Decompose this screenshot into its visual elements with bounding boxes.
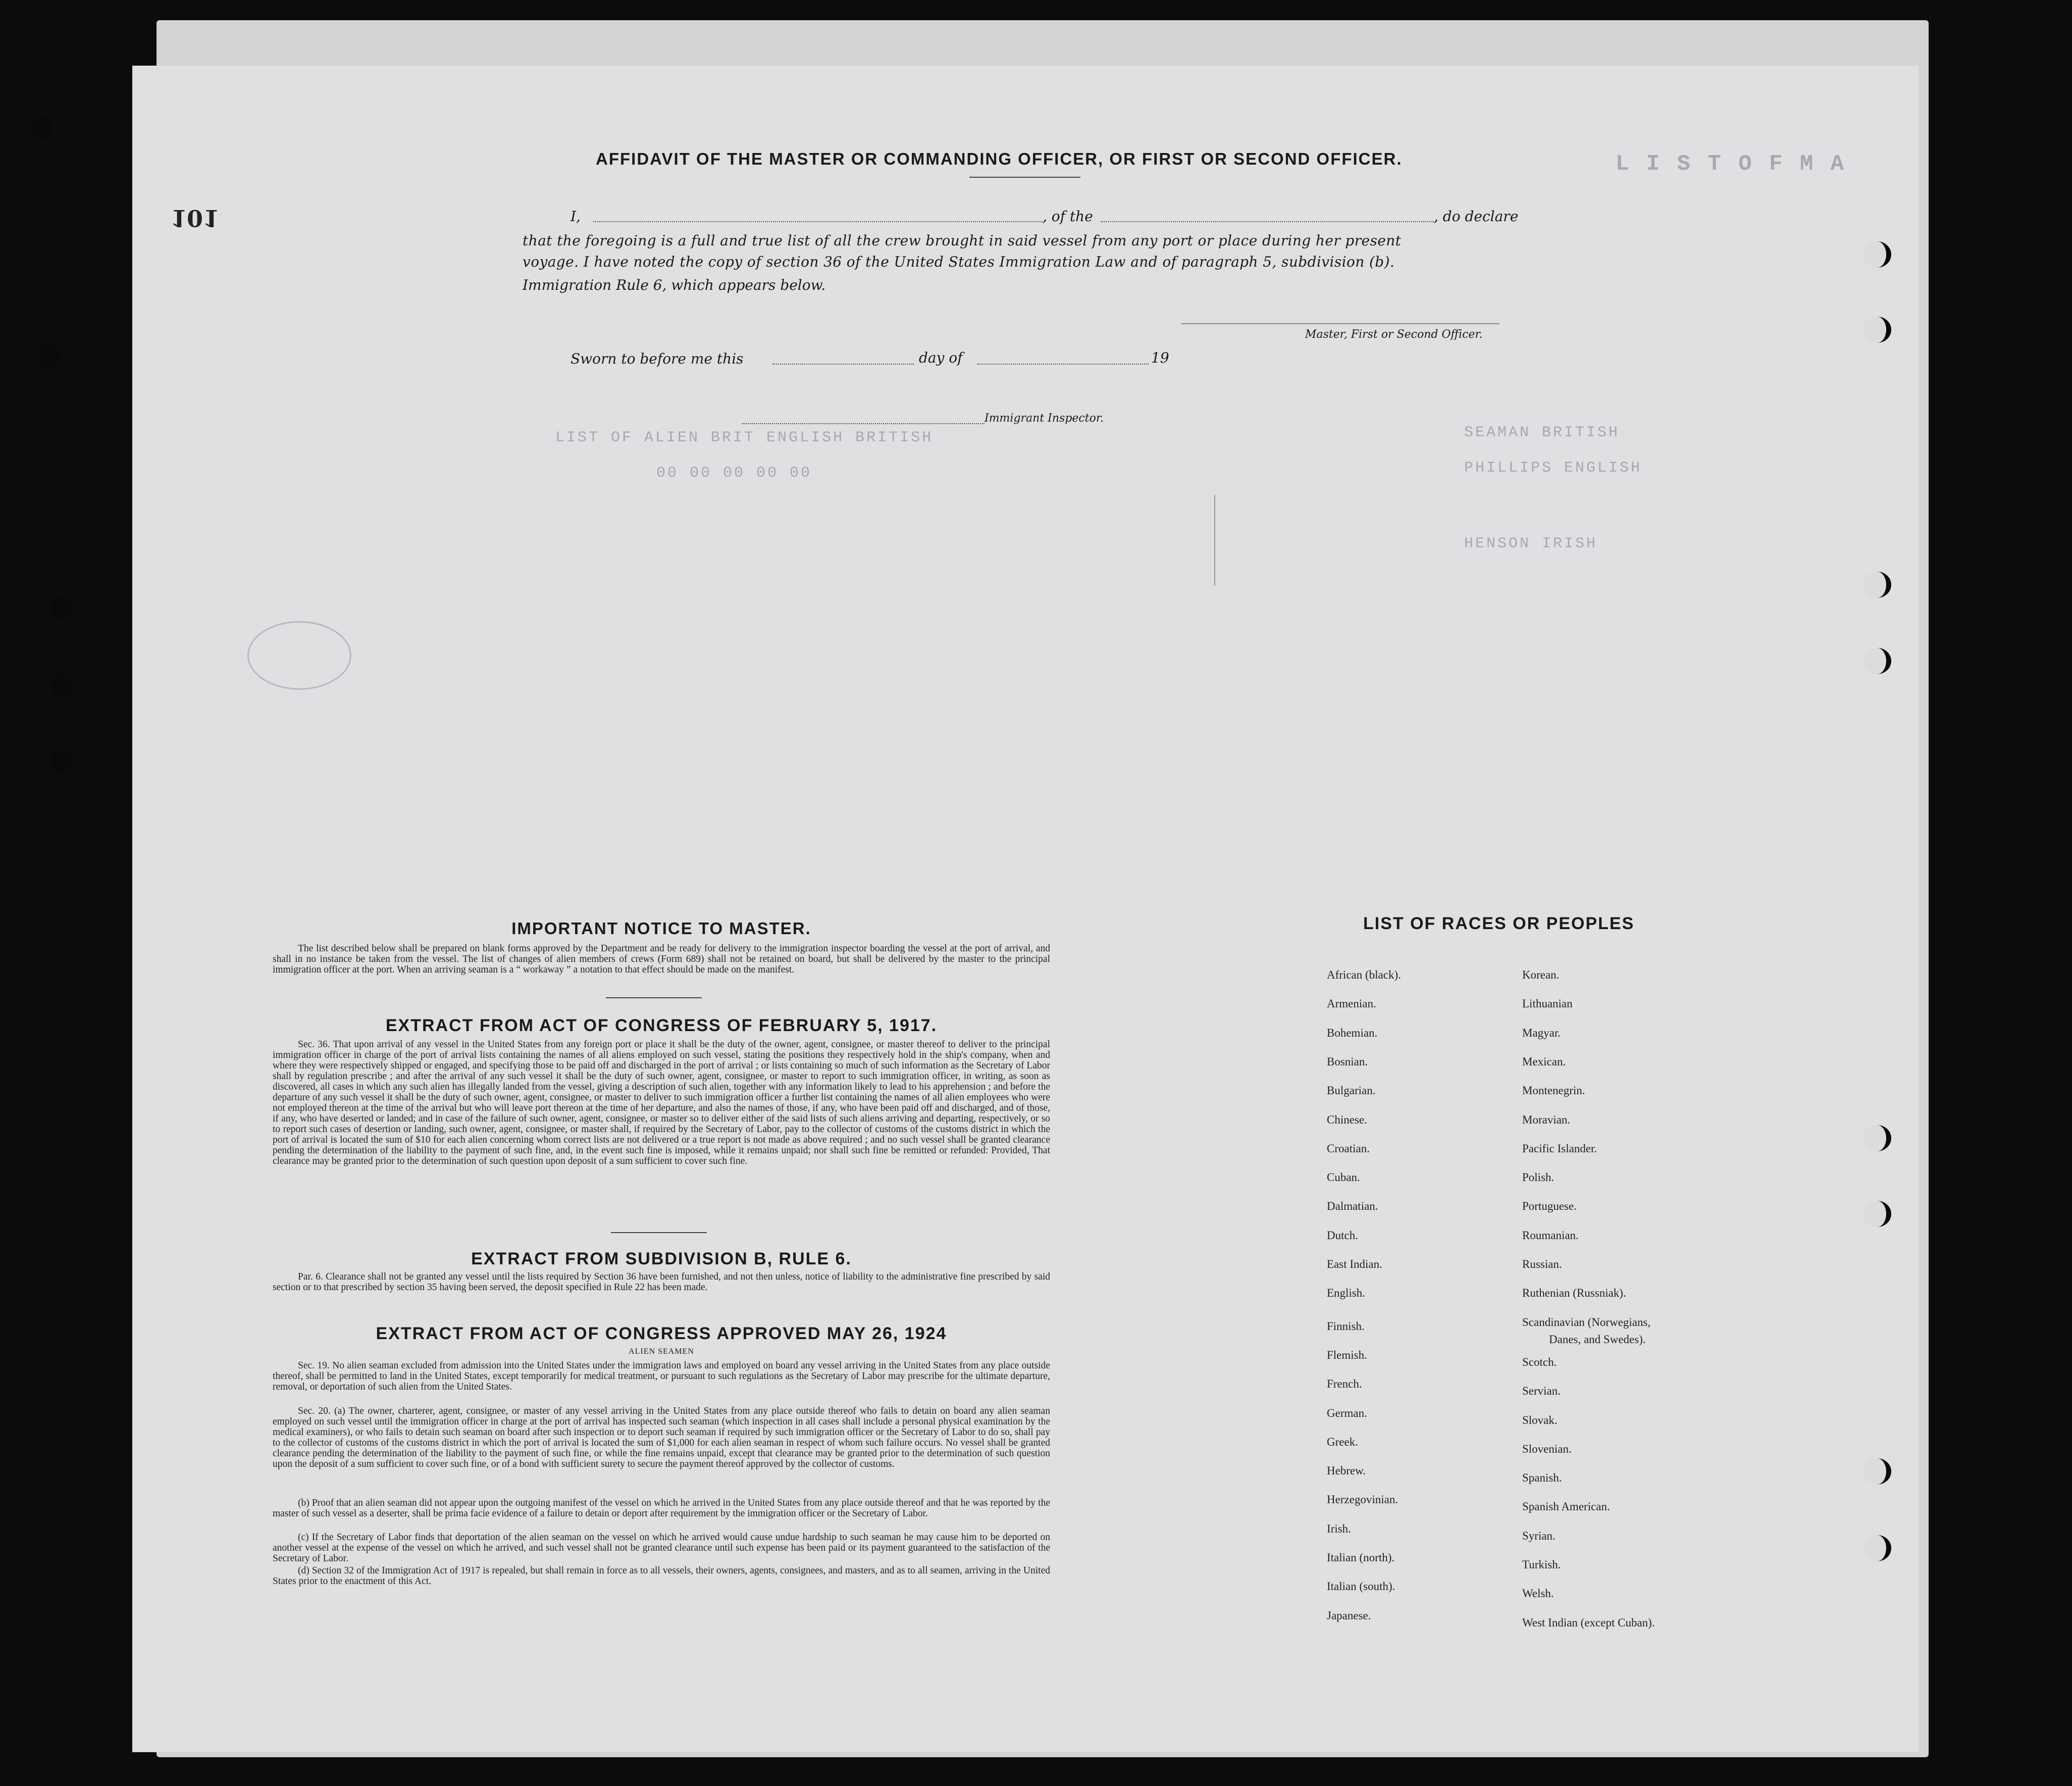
binder-hole xyxy=(50,750,72,773)
day-of-text: day of xyxy=(919,349,963,366)
bleed-through-text: SEAMAN BRITISH xyxy=(1464,424,1620,441)
race-item: African (black). xyxy=(1327,968,1401,981)
binder-hole xyxy=(1863,572,1891,598)
extract-1917-text: Sec. 36. That upon arrival of any vessel in the United States from any foreign port or place it shall be the duty of the owner, agent, consignee, or master thereof to deliver to the principal immigration officer in charge of the port of arrival lists containing the names of all aliens employed on such vessel, stating the positions they respectively hold in the ship's company, when and where they were respectively shipped or engaged, and specifying those to be paid off and discharged in the port of arrival ; or lists containing so much of such information as the Secretary of Labor shall by regulation prescribe ; and after the arrival of any such vessel it shall be the duty of such owner, agent, consignee, or master to report to such immigration officer, in writing, as soon as discovered, all cases in which any such alien has illegally landed from the vessel, giving a description of such alien, together with any information likely to lead to his apprehension ; and before the departure of any such vessel it shall be the duty of such owner, agent, consignee, or master to deliver to such immigration officer a further list containing the names of all alien employees who were not employed thereon at the time of the arrival but who will leave port thereon at the time of her departure, and also the names of those, if any, who have been paid off and discharged, and of those, if any, who have deserted or landed; and in case of the failure of such owner, agent, consignee, or master so to deliver either of the said lists of such aliens arriving and departing, respectively, or so to report such cases of desertion or landing, such owner, agent, consignee, or master shall, if required by the Secretary of Labor, pay to the collector of customs of the customs district in which the port of arrival is located the sum of $10 for each alien concerning whom correct lists are not delivered or a true report is not made as above required ; and no such vessel shall be granted clearance pending the determination of the liability to the payment of such fine, and, in the event such fine is imposed, while it remains unpaid; nor shall such fine be remitted or refunded: Provided, That clearance may be granted prior to the determination of such question upon deposit of a sum sufficient to cover such fine. xyxy=(273,1039,1050,1166)
race-item: Portuguese. xyxy=(1522,1200,1577,1212)
race-item: Servian. xyxy=(1522,1385,1561,1397)
faded-stamp xyxy=(247,621,351,690)
race-item: Scandinavian (Norwegians, xyxy=(1522,1316,1651,1329)
bleed-through-text: LIST OF ALIEN BRIT ENGLISH BRITISH xyxy=(555,429,934,446)
race-item: Korean. xyxy=(1522,968,1560,981)
race-item: Dutch. xyxy=(1327,1229,1358,1242)
race-item: Slovak. xyxy=(1522,1414,1558,1426)
binder-hole xyxy=(1863,1125,1891,1151)
divider xyxy=(611,1232,707,1233)
extract-1917-title: EXTRACT FROM ACT OF CONGRESS OF FEBRUARY 5, 1917. xyxy=(385,1016,938,1035)
race-item: Turkish. xyxy=(1522,1558,1561,1571)
race-item: Magyar. xyxy=(1522,1027,1561,1039)
race-item: Dalmatian. xyxy=(1327,1200,1378,1212)
race-item: Spanish American. xyxy=(1522,1500,1610,1513)
page-number: 101 xyxy=(171,205,220,232)
bleed-through-text: L I S T O F M A xyxy=(1616,151,1846,177)
race-item-continued: Danes, and Swedes). xyxy=(1549,1333,1646,1346)
races-title: LIST OF RACES OR PEOPLES xyxy=(1363,914,1635,933)
race-item: Montenegrin. xyxy=(1522,1084,1585,1097)
binder-hole xyxy=(1863,1535,1891,1561)
bleed-through-text: 00 00 00 00 00 xyxy=(656,465,812,482)
race-item: Russian. xyxy=(1522,1258,1562,1270)
race-item: Armenian. xyxy=(1327,997,1376,1010)
race-item: Italian (north). xyxy=(1327,1551,1395,1564)
race-item: Bohemian. xyxy=(1327,1027,1378,1039)
affidavit-of-the: , of the xyxy=(1043,208,1093,225)
race-item: Scotch. xyxy=(1522,1356,1557,1368)
extract-1924-sec19: Sec. 19. No alien seaman excluded from admission into the United States under the immigration laws and employed on board any vessel arriving in the United States from any place outside thereof, shall be permitted to land in the United States, except temporarily for medical treatment, or pursuant to such regulations as the Secretary of Labor may prescribe for the ultimate departure, removal, or deportation of such alien from the United States. xyxy=(273,1360,1050,1392)
extract-rule6-text: Par. 6. Clearance shall not be granted any vessel until the lists required by Section 36 have been furnished, and not then unless, notice of liability to the administrative fine prescribed by said section or to that prescribed by section 35 having been served, the deposit specified in Rule 22 has been made. xyxy=(273,1271,1050,1293)
binder-hole xyxy=(31,116,53,139)
affidavit-text-line: that the foregoing is a full and true list of all the crew brought in said vessel from any port or place during her present xyxy=(523,232,1402,249)
affidavit-text-line: voyage. I have noted the copy of section 36 of the United States Immigration Law and of paragraph 5, subdivision (b). xyxy=(523,253,1395,270)
bleed-through-text: HENSON IRISH xyxy=(1464,535,1598,552)
race-item: West Indian (except Cuban). xyxy=(1522,1616,1655,1629)
extract-1924-title: EXTRACT FROM ACT OF CONGRESS APPROVED MAY 26, 1924 xyxy=(376,1324,947,1343)
race-item: Herzegovinian. xyxy=(1327,1493,1398,1506)
inspector-signature-line xyxy=(742,423,985,424)
race-item: Chinese. xyxy=(1327,1113,1367,1126)
race-item: Cuban. xyxy=(1327,1171,1360,1184)
race-item: Spanish. xyxy=(1522,1471,1562,1484)
race-item: Japanese. xyxy=(1327,1609,1371,1622)
binder-hole xyxy=(39,343,61,367)
alien-seamen-subtitle: ALIEN SEAMEN xyxy=(629,1347,694,1356)
extract-1924-sec20d: (d) Section 32 of the Immigration Act of 1917 is repealed, but shall remain in force as to all vessels, their owners, agents, consignees, and masters, and as to all seamen, arriving in the United States prior to the enactment of this Act. xyxy=(273,1565,1050,1587)
sworn-day-line xyxy=(772,364,914,365)
race-item: Croatian. xyxy=(1327,1142,1370,1155)
sworn-month-line xyxy=(977,364,1149,365)
binder-hole xyxy=(50,596,72,619)
binder-hole xyxy=(1863,317,1891,343)
sworn-text: Sworn to before me this xyxy=(571,350,744,367)
binder-hole xyxy=(1863,241,1891,268)
race-item: Bulgarian. xyxy=(1327,1084,1376,1097)
master-caption: Master, First or Second Officer. xyxy=(1305,328,1483,341)
race-item: Irish. xyxy=(1327,1522,1351,1535)
race-item: Moravian. xyxy=(1522,1113,1571,1126)
race-item: German. xyxy=(1327,1407,1367,1419)
race-item: Slovenian. xyxy=(1522,1443,1572,1455)
race-item: English. xyxy=(1327,1287,1366,1299)
affidavit-title: AFFIDAVIT OF THE MASTER OR COMMANDING OFFICER, OR FIRST OR SECOND OFFICER. xyxy=(596,149,1403,168)
race-item: Syrian. xyxy=(1522,1529,1556,1542)
binder-hole xyxy=(1863,1201,1891,1227)
race-item: Ruthenian (Russniak). xyxy=(1522,1287,1626,1299)
notice-text: The list described below shall be prepared on blank forms approved by the Department and be ready for delivery to the immigration inspector boarding the vessel at the port of arrival, and shall in no instance be taken from the vessel. The list of changes of alien members of crews (Form 689) shall not be retained on board, but shall be delivered by the master to the principal immigration officer at the port. When an arriving seaman is a “ workaway ” a notation to that effect should be made on the manifest. xyxy=(273,943,1050,975)
vessel-blank-line xyxy=(1101,221,1434,222)
binder-hole xyxy=(1863,1458,1891,1485)
race-item: Italian (south). xyxy=(1327,1580,1395,1593)
divider xyxy=(606,997,702,998)
race-item: Lithuanian xyxy=(1522,997,1573,1010)
race-item: French. xyxy=(1327,1377,1362,1390)
affidavit-i: I, xyxy=(571,208,581,225)
race-item: Roumanian. xyxy=(1522,1229,1579,1242)
race-item: Bosnian. xyxy=(1327,1055,1368,1068)
bleed-through-line xyxy=(1214,495,1215,586)
extract-1924-sec20: Sec. 20. (a) The owner, charterer, agent, consignee, or master of any vessel arriving in the United States from any place outside thereof who fails to detain on board any alien seaman employed on such vessel until the immigration officer in charge at the port of arrival has inspected such seaman (which inspection in all cases shall include a personal physical examination by the medical examiners), or who fails to detain such seaman on board after such inspection or to deport such seaman if required by such immigration officer or the Secretary of Labor to do so, shall pay to the collector of customs of the customs district in which the port of arrival is located the sum of $1,000 for each alien seaman in respect of whom such failure occurs. No vessel shall be granted clearance pending the determination of the liability to the payment of such fine, or while the fine remains unpaid, except that clearance may be granted prior to the determination of such question upon the deposit of a sum sufficient to cover such fine, or of a bond with sufficient surety to secure the payment thereof approved by the collector of customs. xyxy=(273,1406,1050,1469)
race-item: Welsh. xyxy=(1522,1587,1554,1600)
year-prefix: 19 xyxy=(1151,349,1169,366)
name-blank-line xyxy=(593,221,1043,222)
inspector-caption: Immigrant Inspector. xyxy=(985,412,1104,425)
race-item: Hebrew. xyxy=(1327,1464,1366,1477)
race-item: Finnish. xyxy=(1327,1320,1365,1333)
signature-line xyxy=(1181,323,1499,324)
bleed-through-text: PHILLIPS ENGLISH xyxy=(1464,460,1642,477)
race-item: Flemish. xyxy=(1327,1349,1367,1361)
binder-hole xyxy=(50,674,72,697)
race-item: Greek. xyxy=(1327,1436,1358,1448)
race-item: Polish. xyxy=(1522,1171,1555,1184)
race-item: Mexican. xyxy=(1522,1055,1566,1068)
binder-hole xyxy=(1863,648,1891,674)
race-item: Pacific Islander. xyxy=(1522,1142,1597,1155)
extract-rule6-title: EXTRACT FROM SUBDIVISION B, RULE 6. xyxy=(471,1249,852,1268)
extract-1924-sec20b: (b) Proof that an alien seaman did not appear upon the outgoing manifest of the vessel on which he arrived in the United States from any place outside thereof and that he was reported by the master of such vessel as a deserter, shall be prima facie evidence of a failure to detain or deport after requirement by the immigration officer or the Secretary of Labor. xyxy=(273,1498,1050,1519)
affidavit-text-line: Immigration Rule 6, which appears below. xyxy=(523,277,826,293)
divider xyxy=(969,177,1080,178)
affidavit-declare: , do declare xyxy=(1434,208,1519,225)
notice-title: IMPORTANT NOTICE TO MASTER. xyxy=(511,919,811,938)
extract-1924-sec20c: (c) If the Secretary of Labor finds that deportation of the alien seaman on the vessel on which he arrived would cause undue hardship to such seaman he may cause him to be deported on another vessel at the expense of the vessel on which he arrived, and such vessel shall not be granted clearance until such expense has been paid or its payment guaranteed to the satisfaction of the Secretary of Labor. xyxy=(273,1532,1050,1564)
race-item: East Indian. xyxy=(1327,1258,1382,1270)
